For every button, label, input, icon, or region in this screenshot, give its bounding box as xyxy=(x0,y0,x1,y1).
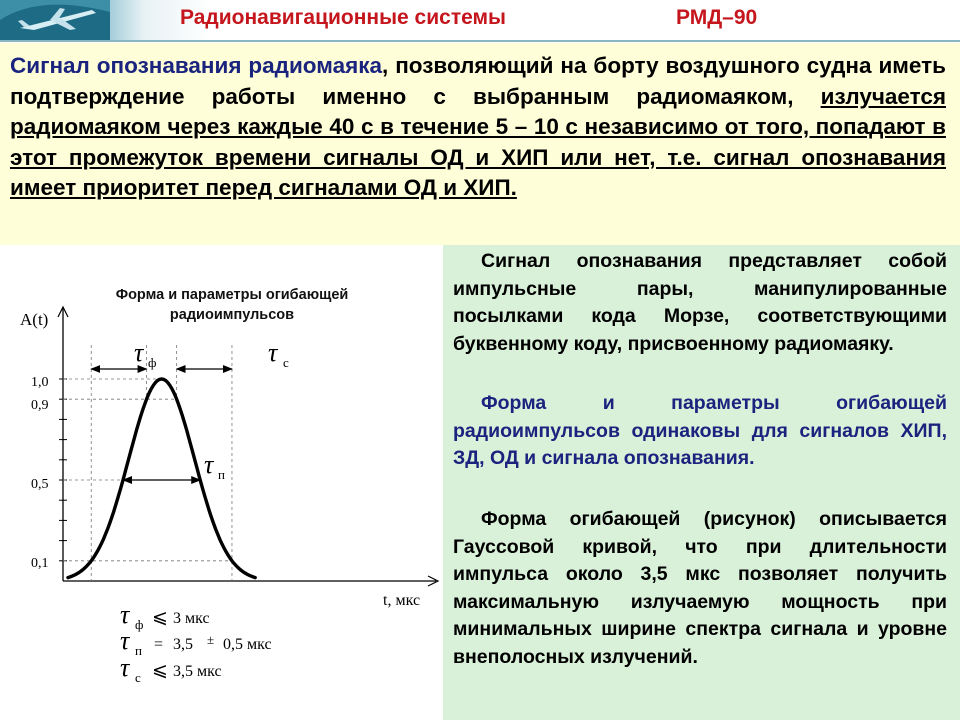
svg-text:±: ± xyxy=(207,632,215,647)
chart-canvas xyxy=(0,245,443,720)
description-paragraph-1: Сигнал опознавания представляет собой импульсные пары, манипулированные посылками кода Морзе, соответствующими буквенному коду, присвоенному радиомаяку. xyxy=(453,250,947,355)
svg-text:3 мкс: 3 мкс xyxy=(173,610,210,627)
svg-text:τ: τ xyxy=(204,450,214,479)
svg-text:0,5 мкс: 0,5 мкс xyxy=(223,636,272,653)
y-tick-label: 0,5 xyxy=(31,477,49,492)
svg-text:3,5 мкс: 3,5 мкс xyxy=(173,663,222,680)
x-axis-label: t, мкс xyxy=(383,592,421,609)
intro-subject: Сигнал опознавания радиомаяка xyxy=(10,53,382,78)
svg-text:ф: ф xyxy=(148,355,157,370)
description-panel xyxy=(443,245,960,720)
intro-emphasis: излучается радиомаяком через каждые 40 с в течение 5 – 10 с независимо от того, попадают в этот промежуток времени сигналы ОД и ХИП или нет, т.е. сигнал опознавания имеет приоритет перед сигналами ОД и ХИП. xyxy=(10,83,946,200)
svg-text:3,5: 3,5 xyxy=(173,636,193,653)
intro-box xyxy=(0,43,960,245)
intro-paragraph xyxy=(10,51,946,204)
chart-title: Форма и параметры огибающей радиоимпульсов xyxy=(115,287,349,323)
envelope-chart xyxy=(0,245,443,720)
slide-header xyxy=(0,0,960,40)
airplane-logo-icon xyxy=(0,0,110,40)
slide-code: РМД–90 xyxy=(676,6,758,29)
y-axis-label: A(t) xyxy=(20,310,49,329)
svg-text:τ: τ xyxy=(134,338,144,367)
svg-text:⩽: ⩽ xyxy=(152,660,168,681)
description-paragraph-3: Форма огибающей (рисунок) описывается Гауссовой кривой, что при длительности импульса около 3,5 мкс позволяет получить максимальную излучаемую мощность при минимальных ширине спектра сигнала и уровне внеполосных излучений. xyxy=(453,508,947,668)
svg-text:с: с xyxy=(135,670,141,685)
svg-text:п: п xyxy=(135,643,142,658)
tau-pulse-label xyxy=(204,450,225,482)
svg-text:τ: τ xyxy=(120,653,130,682)
svg-text:τ: τ xyxy=(268,338,278,367)
svg-text:п: п xyxy=(218,467,225,482)
description-paragraph-2: Форма и параметры огибающей радиоимпульсов одинаковы для сигналов ХИП, ЗД, ОД и сигнала опознавания. xyxy=(453,392,947,470)
svg-text:с: с xyxy=(283,355,289,370)
y-tick-label: 1,0 xyxy=(31,375,49,390)
formula-front xyxy=(120,600,210,632)
y-tick-label: 0,9 xyxy=(31,398,49,413)
tau-cutoff-label xyxy=(268,338,289,370)
svg-text:ф: ф xyxy=(135,617,144,632)
slide-title: Радионавигационные системы xyxy=(180,6,506,29)
y-tick-label: 0,1 xyxy=(31,556,49,571)
svg-text:τ: τ xyxy=(120,600,130,629)
intro-middle: , позволяющий на борту воздушного судна иметь подтверждение работы именно с выбранным радиомаяком, xyxy=(10,53,946,109)
header-divider xyxy=(0,40,960,42)
svg-text:⩽: ⩽ xyxy=(152,607,168,628)
svg-text:τ: τ xyxy=(120,626,130,655)
envelope-curve xyxy=(68,379,255,578)
tau-front-label xyxy=(134,338,156,370)
svg-text:=: = xyxy=(154,636,164,653)
